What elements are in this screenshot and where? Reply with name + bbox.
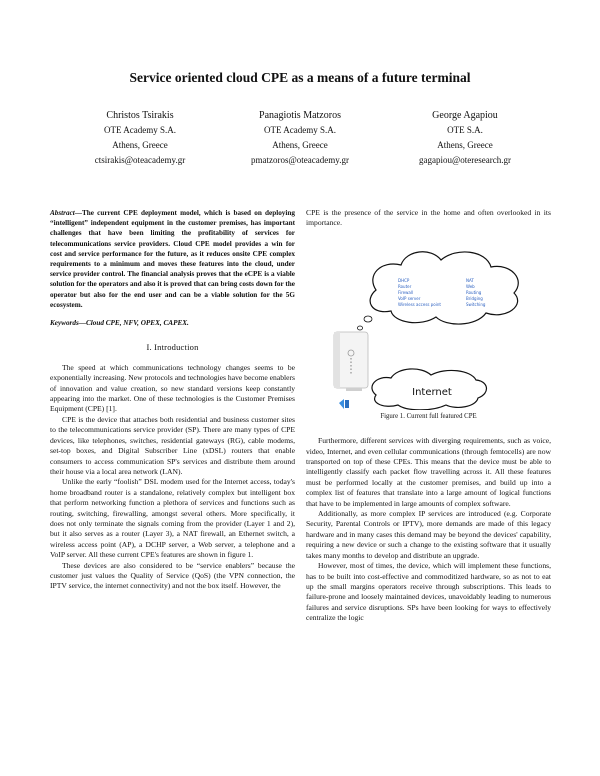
right-column <box>306 208 551 624</box>
features-cloud <box>370 252 518 324</box>
figure-caption: Figure 1. Current full featured CPE <box>380 412 477 420</box>
author-2 <box>215 108 385 168</box>
cloud-feature: DHCP <box>398 277 410 283</box>
cloud-feature: Wireless access point <box>398 301 441 307</box>
paragraph: CPE is the presence of the service in the home and often overlooked in its importance. <box>306 208 551 228</box>
paragraph: Unlike the early “foolish” DSL modem used for the Internet access, today's home broadband router is a standalone, relatively complex but intelligent box that perform networking function a plethora of services and functions such as routing, switching, firewalling, amongst several others. More specifically, it does not only terminate the signals coming from the provider (Layer 1 and 2), but it also serves as a router (Layer 3), a NAT firewall, an Ethernet switch, a wireless access point (AP), a DCHP server, a Web server, a telephone and a VoIP server. All these current CPE's features are shown in figure 1. <box>50 477 295 560</box>
paragraph: Additionally, as more complex IP services are introduced (e.g. Corporate Security, Parental Controls or IPTV), more demands are made of this legacy hardware and in many cases this demand may be beyond the devices' capability, requiring a new device or such a change to the existing software that it usually takes many months to develop and distribute an upgrade. <box>306 509 551 560</box>
author-affiliation: OTE Academy S.A. <box>104 125 176 135</box>
cloud-feature: Web <box>466 283 475 289</box>
author-location: Athens, Greece <box>112 140 168 150</box>
author-location: Athens, Greece <box>272 140 328 150</box>
author-1 <box>55 108 225 168</box>
internet-label: Internet <box>412 386 452 398</box>
figure-1 <box>306 235 551 410</box>
cloud-feature: Routing <box>466 289 482 295</box>
author-email: pmatzoros@oteacademy.gr <box>251 155 349 165</box>
author-location: Athens, Greece <box>437 140 493 150</box>
thought-bubble <box>358 326 363 330</box>
paragraph: Furthermore, different services with diverging requirements, such as voice, video, Internet, and even cellular communications (through femtocells) are now transported on top of these CPEs. This means that the device must be able to intelligently classify each packet flow travelling across it. All these features must be performed locally at the customer premises, and build up into a complex list of features that translate into a large amount of logical functions that have to be implemented in large amounts of complex software. <box>306 436 551 508</box>
author-3 <box>380 108 550 168</box>
paragraph: These devices are also considered to be “service enablers” because the customer just values the Quality of Service (QoS) (the VPN connection, the IPTV service, the internet connectivity) and not the box itself. However, the <box>50 560 295 591</box>
cpe-device-icon <box>334 332 368 391</box>
author-name: Panagiotis Matzoros <box>259 110 341 121</box>
paragraph: The speed at which communications technology changes seems to be exponentially increasing. New protocols and technologies have become enablers of innovation and value creation, so new standard versions keep constantly appearing into the market. One of these technologies is the Customer Premises Equipment (CPE) [1]. <box>50 362 295 414</box>
paper-title: Service oriented cloud CPE as a means of a future terminal <box>129 70 471 85</box>
cloud-feature: Bridging <box>466 295 483 301</box>
cloud-feature: VoIP server <box>398 295 421 301</box>
keywords: Keywords—Cloud CPE, NFV, OPEX, CAPEX. <box>50 319 189 328</box>
cloud-feature: Router <box>398 283 412 289</box>
author-email: ctsirakis@oteacademy.gr <box>94 155 186 165</box>
author-name: George Agapiou <box>432 110 498 121</box>
abstract <box>50 208 295 310</box>
author-affiliation: OTE Academy S.A. <box>264 125 336 135</box>
abstract-label: Abstract <box>50 209 75 217</box>
paragraph: However, most of times, the device, which will implement these functions, has to be built into cost-effective and commoditized hardware, so as not to eat up the small margins operators receive through subscriptions. This leads to failure-prone and loosely maintained devices, unavoidably leading to numerous failures and service disruptions. SPs have been looking for ways to effectively centralize the logic <box>306 561 551 623</box>
section-heading: I. Introduction <box>146 342 199 353</box>
connection-icon <box>338 408 348 410</box>
cloud-feature: NAT <box>466 277 474 283</box>
author-name: Christos Tsirakis <box>106 110 174 121</box>
author-affiliation: OTE S.A. <box>447 125 483 135</box>
author-email: gagapiou@oteresearch.gr <box>419 155 511 165</box>
abstract-text: —The current CPE deployment model, which is based on deploying “intelligent” independent equipment in the customer premises, has important challenges that have been limiting the profitability of services for telecommunications service providers. Cloud CPE model provides a win for cost and service performance for the future, as it reduces onsite CPE complex requirements to a minimum and moves these features into the cloud, under service provider control. The financial analysis proves that the eCPE is a viable solution for the operators and also it is proved that can bring costs down for the operator but also for the end user and can be a viable solution for the 5G ecosystem. <box>50 209 295 309</box>
cloud-feature: Switching <box>466 301 486 307</box>
figure-diagram <box>306 235 551 410</box>
paragraph: CPE is the device that attaches both residential and business customer sites to the telecommunications service provider (SP). There are many types of CPE devices, like telephones, switches, residential gateways (RG), cable modems, set-top boxes, and Digital Subscriber Line (xDSL) routers that enable consumers to access communication SP's services and distribute them around their house via a local area network (LAN). <box>50 414 295 476</box>
lan-plug-icon <box>339 399 349 409</box>
thought-bubble <box>364 316 372 322</box>
left-column <box>50 208 295 592</box>
cloud-feature: Firewall <box>398 289 414 295</box>
